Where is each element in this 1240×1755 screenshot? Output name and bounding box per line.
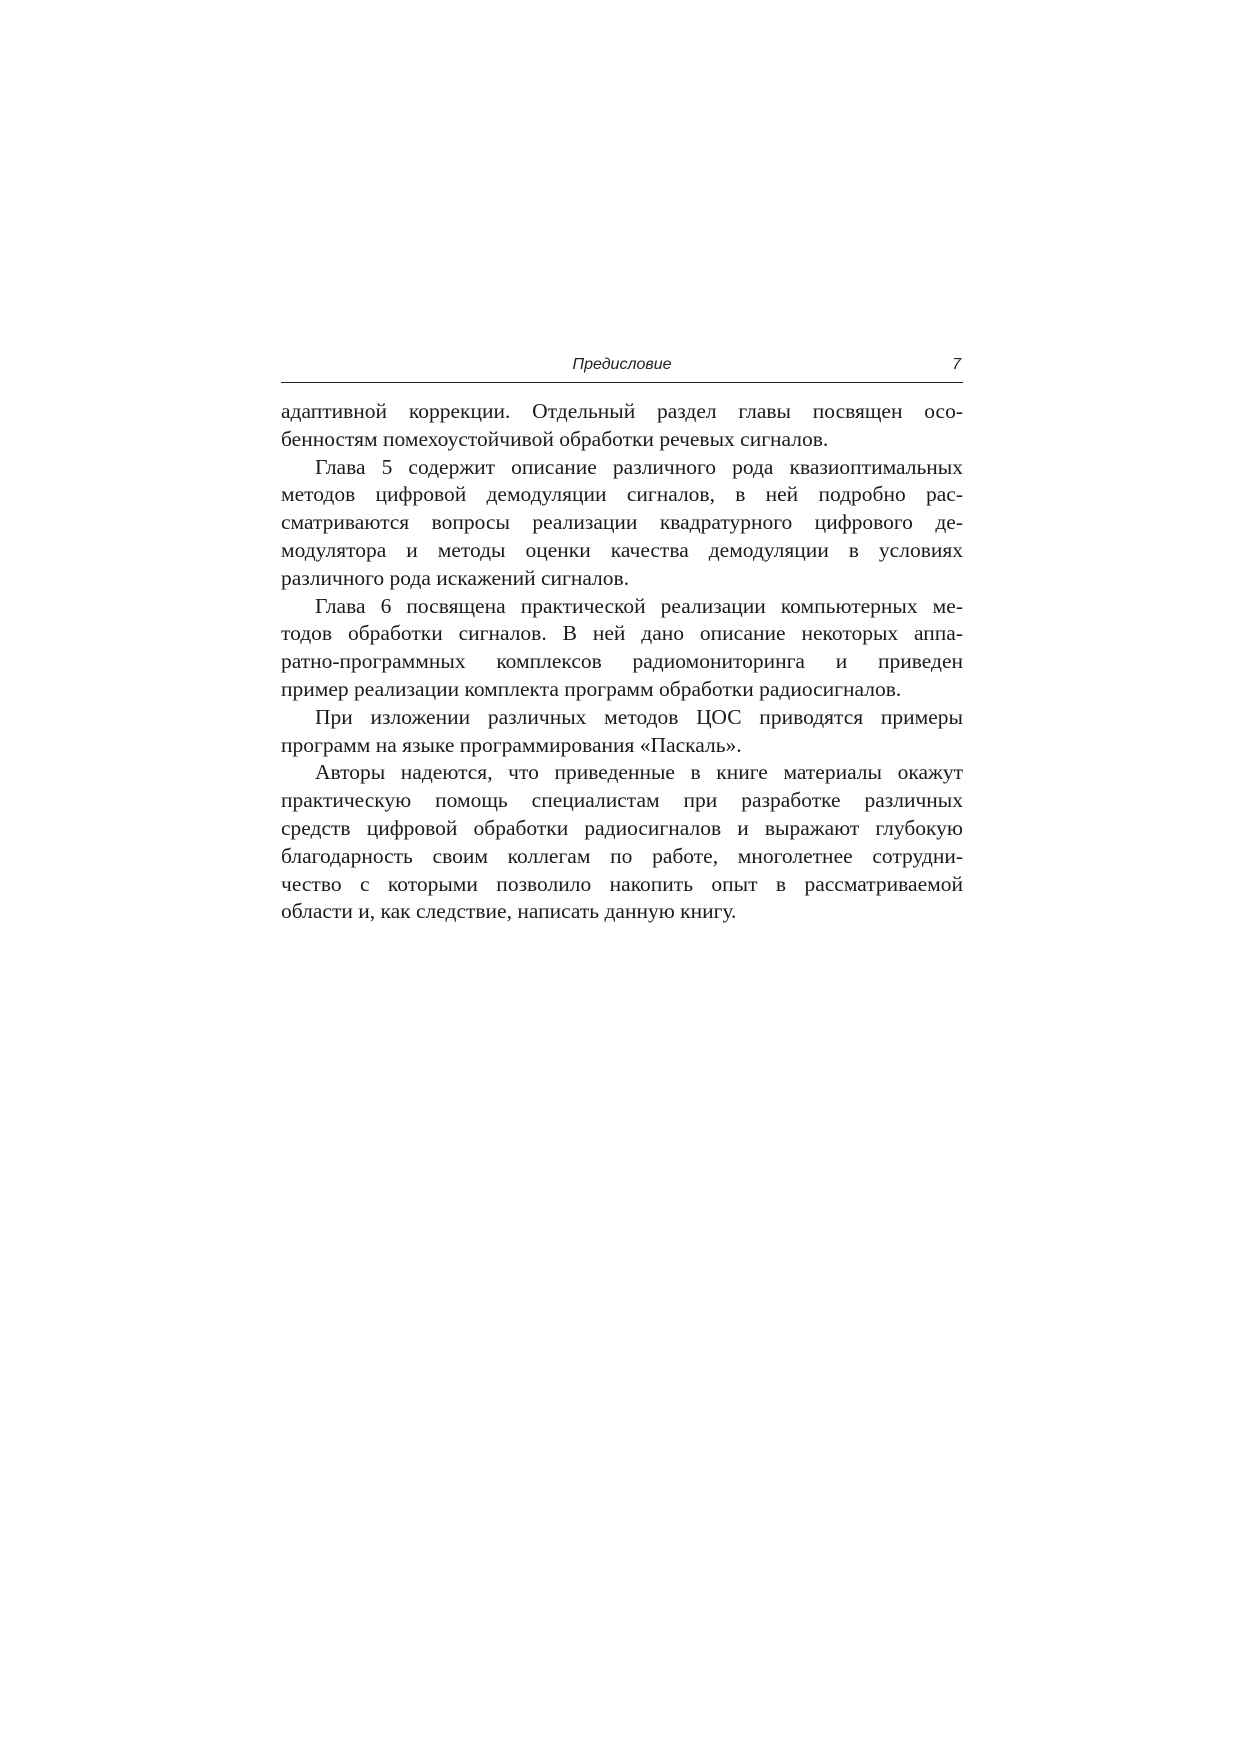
text-line: методов цифровой демодуляции сигналов, в ней подробно рас- bbox=[281, 482, 963, 507]
text-line: Глава 6 посвящена практической реализации компьютерных ме- bbox=[315, 593, 963, 618]
paragraph bbox=[281, 398, 963, 454]
text-line: бенностям помехоустойчивой обработки речевых сигналов. bbox=[281, 426, 829, 451]
text-line: благодарность своим коллегам по работе, многолетнее сотрудни- bbox=[281, 843, 963, 868]
text-line: программ на языке программирования «Паскаль». bbox=[281, 732, 742, 757]
text-line: адаптивной коррекции. Отдельный раздел главы посвящен осо- bbox=[281, 399, 963, 423]
paragraph bbox=[281, 454, 963, 593]
text-line: Авторы надеются, что приведенные в книге материалы окажут bbox=[315, 760, 963, 785]
text-line: сматриваются вопросы реализации квадратурного цифрового де- bbox=[281, 510, 963, 535]
running-head-title: Предисловие bbox=[572, 356, 672, 373]
text-line: чество с которыми позволило накопить опыт в рассматриваемой bbox=[281, 871, 963, 896]
body-text bbox=[281, 398, 963, 926]
paragraph bbox=[281, 704, 963, 760]
text-line: области и, как следствие, написать данную книгу. bbox=[281, 899, 737, 924]
text-line: тодов обработки сигналов. В ней дано описание некоторых аппа- bbox=[281, 621, 963, 646]
running-head bbox=[281, 352, 963, 383]
paragraph bbox=[281, 593, 963, 704]
text-line: модулятора и методы оценки качества демодуляции в условиях bbox=[281, 537, 963, 562]
text-line: практическую помощь специалистам при разработке различных bbox=[281, 788, 963, 813]
text-line: Глава 5 содержит описание различного рода квазиоптимальных bbox=[315, 454, 963, 479]
text-line: пример реализации комплекта программ обработки радиосигналов. bbox=[281, 676, 902, 701]
text-line: ратно-программных комплексов радиомониторинга и приведен bbox=[281, 649, 963, 674]
text-line: различного рода искажений сигналов. bbox=[281, 565, 630, 590]
paragraph bbox=[281, 759, 963, 926]
text-line: При изложении различных методов ЦОС приводятся примеры bbox=[315, 704, 963, 729]
text-line: средств цифровой обработки радиосигналов и выражают глубокую bbox=[281, 815, 963, 840]
page-number: 7 bbox=[952, 356, 961, 373]
